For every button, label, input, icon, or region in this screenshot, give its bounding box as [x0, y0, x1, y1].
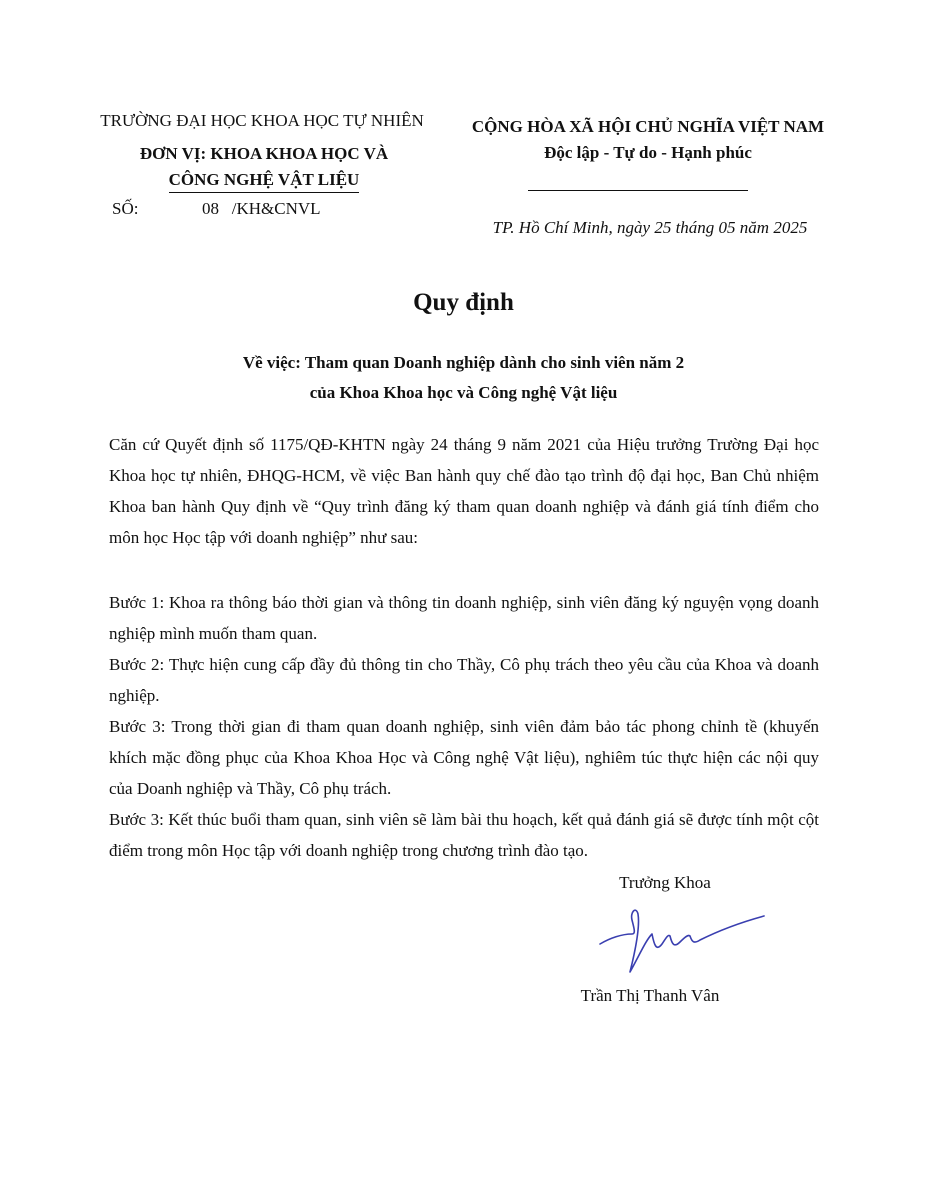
national-title: CỘNG HÒA XÃ HỘI CHỦ NGHĨA VIỆT NAM	[471, 117, 825, 136]
university-name: TRƯỜNG ĐẠI HỌC KHOA HỌC TỰ NHIÊN	[100, 111, 424, 130]
document-title: Quy định	[413, 289, 514, 316]
document-subject	[0, 348, 927, 408]
national-motto: Độc lập - Tự do - Hạnh phúc	[544, 143, 752, 162]
step-item: Bước 3: Trong thời gian đi tham quan doanh nghiệp, sinh viên đảm bảo tác phong chỉnh tề (khuyến khích mặc đồng phục của Khoa Khoa Học và Công nghệ Vật liệu), nghiêm túc thực hiện các nội quy của Doanh nghiệp và Thầy, Cô phụ trách.	[109, 717, 819, 798]
step-item: Bước 1: Khoa ra thông báo thời gian và thông tin doanh nghiệp, sinh viên đăng ký nguyện vọng doanh nghiệp mình muốn tham quan.	[109, 593, 819, 643]
step-item: Bước 3: Kết thúc buổi tham quan, sinh viên sẽ làm bài thu hoạch, kết quả đánh giá sẽ được tính một cột điểm trong môn Học tập với doanh nghiệp trong chương trình đào tạo.	[109, 810, 819, 860]
legal-basis-paragraph: Căn cứ Quyết định số 1175/QĐ-KHTN ngày 24 tháng 9 năm 2021 của Hiệu trưởng Trường Đại học Khoa học tự nhiên, ĐHQG-HCM, về việc Ban hành quy chế đào tạo trình độ đại học, Ban Chủ nhiệm Khoa ban hành Quy định về “Quy trình đăng ký tham quan doanh nghiệp và đánh giá tính điểm cho môn học Học tập với doanh nghiệp” như sau:	[109, 435, 819, 547]
unit-name	[110, 141, 418, 193]
unit-name-line1: ĐƠN VỊ: KHOA KHOA HỌC VÀ	[139, 144, 389, 163]
subject-line2: của Khoa Khoa học và Công nghệ Vật liệu	[309, 383, 618, 402]
motto-underline	[528, 190, 748, 191]
signer-name: Trần Thị Thanh Vân	[580, 986, 720, 1005]
handwritten-signature	[596, 900, 768, 978]
unit-name-line2: CÔNG NGHỆ VẬT LIỆU	[169, 168, 360, 193]
document-number	[112, 198, 321, 220]
document-number-label: SỐ:	[112, 199, 139, 218]
step-item: Bước 2: Thực hiện cung cấp đầy đủ thông tin cho Thầy, Cô phụ trách theo yêu cầu của Khoa và doanh nghiệp.	[109, 655, 819, 705]
place-date: TP. Hồ Chí Minh, ngày 25 tháng 05 năm 2025	[492, 218, 808, 237]
steps-list	[109, 587, 819, 866]
document-number-value: 08 /KH&CNVL	[202, 199, 321, 218]
signer-title: Trưởng Khoa	[619, 873, 711, 892]
subject-line1: Về việc: Tham quan Doanh nghiệp dành cho sinh viên năm 2	[242, 353, 685, 372]
